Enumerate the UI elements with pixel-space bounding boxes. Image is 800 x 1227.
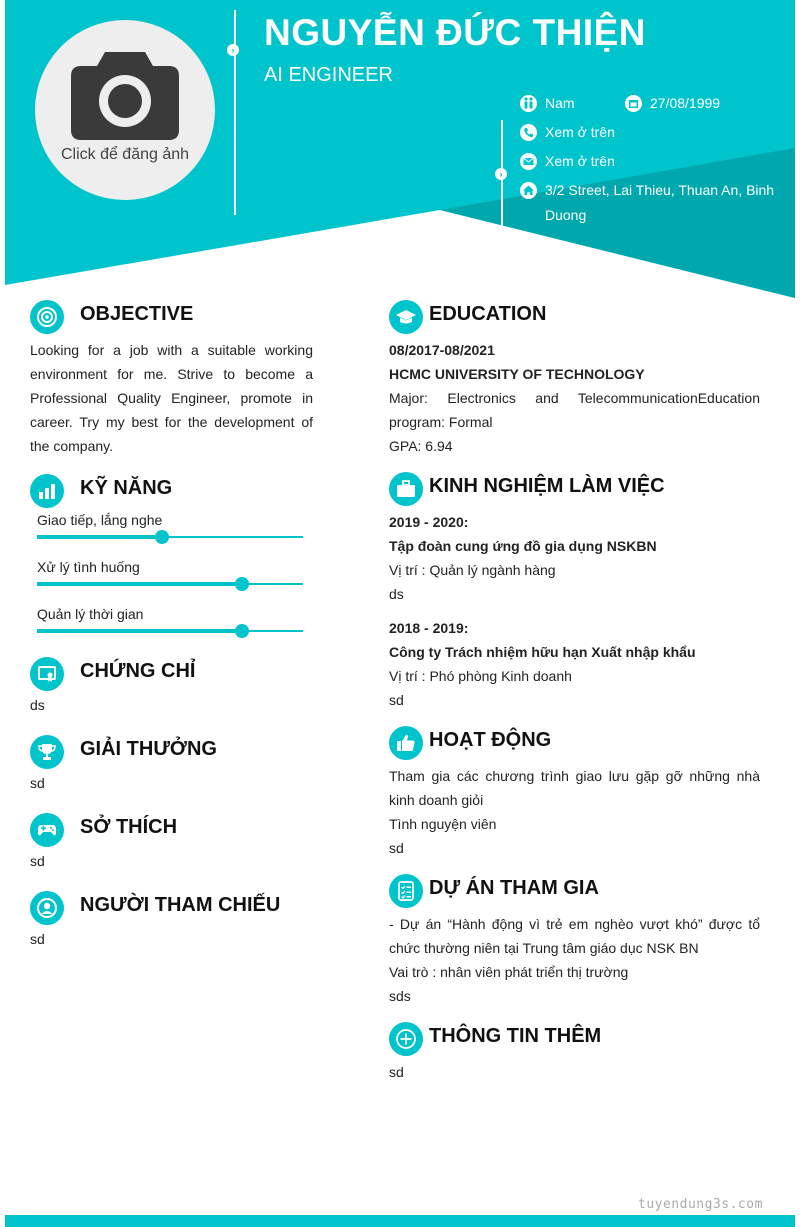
awards-title: GIẢI THƯỞNG — [80, 738, 217, 760]
more-info-text: sd — [389, 1064, 404, 1080]
experience-desc: sd — [389, 692, 404, 708]
skills-section — [30, 472, 313, 651]
experience-company: Công ty Trách nhiệm hữu hạn Xuất nhập khẩu — [389, 644, 696, 660]
thumbs-up-icon — [389, 726, 423, 760]
gender-icon — [520, 95, 537, 112]
skills-title: KỸ NĂNG — [80, 477, 173, 499]
projects-role: Vai trò : nhân viên phát triển thị trường — [389, 964, 629, 980]
experience-item — [389, 510, 760, 606]
experience-position: Vị trí : Phó phòng Kinh doanh — [389, 668, 572, 684]
activities-text: Tham gia các chương trình giao lưu gặp gỡ những nhà kinh doanh giỏi — [389, 768, 760, 808]
skill-label: Xử lý tình huống — [37, 559, 140, 575]
bar-chart-icon — [30, 474, 64, 508]
experience-position: Vị trí : Quản lý ngành hàng — [389, 562, 556, 578]
skill-item — [30, 557, 313, 604]
skill-label: Giao tiếp, lắng nghe — [37, 512, 163, 528]
experience-section — [389, 470, 760, 712]
right-column — [389, 298, 760, 1084]
left-column — [30, 298, 313, 951]
avatar-upload[interactable] — [35, 20, 215, 200]
chevron-right-icon: › — [495, 168, 507, 180]
candidate-name: NGUYỄN ĐỨC THIỆN — [264, 12, 646, 53]
user-icon — [30, 891, 64, 925]
birthday-value: 27/08/1999 — [650, 95, 721, 111]
experience-desc: ds — [389, 586, 404, 602]
calendar-icon — [625, 95, 642, 112]
references-section — [30, 889, 313, 951]
objective-text: Looking for a job with a suitable working environment for me. Strive to become a Professional Quality Engineer, promote in career. Try my best for the development of the company. — [30, 342, 313, 454]
watermark: tuyendung3s.com — [638, 1197, 763, 1212]
education-title: EDUCATION — [429, 303, 547, 325]
certificates-text: ds — [30, 697, 45, 713]
gender-value: Nam — [545, 95, 575, 111]
certificates-title: CHỨNG CHỈ — [80, 660, 196, 682]
target-icon — [30, 300, 64, 334]
gamepad-icon — [30, 813, 64, 847]
phone-value: Xem ở trên — [545, 124, 615, 140]
experience-company: Tập đoàn cung ứng đồ gia dụng NSKBN — [389, 538, 657, 554]
activities-section — [389, 724, 760, 860]
skill-level-fill — [37, 582, 242, 586]
skills-list — [30, 510, 313, 651]
awards-text: sd — [30, 775, 45, 791]
briefcase-icon — [389, 472, 423, 506]
experience-period: 2018 - 2019: — [389, 620, 469, 636]
projects-section — [389, 872, 760, 1008]
certificate-icon — [30, 657, 64, 691]
cv-header — [5, 0, 795, 300]
email-value: Xem ở trên — [545, 153, 615, 169]
activities-title: HOẠT ĐỘNG — [429, 729, 552, 751]
skill-item — [30, 510, 313, 557]
skill-slider-knob[interactable] — [235, 577, 249, 591]
skill-level-fill — [37, 535, 162, 539]
education-period: 08/2017-08/2021 — [389, 342, 495, 358]
references-text: sd — [30, 931, 45, 947]
experience-title: KINH NGHIỆM LÀM VIỆC — [429, 475, 665, 497]
certificates-section — [30, 655, 313, 717]
experience-item — [389, 616, 760, 712]
experience-period: 2019 - 2020: — [389, 514, 469, 530]
avatar-upload-label: Click để đăng ảnh — [60, 146, 190, 163]
references-title: NGƯỜI THAM CHIẾU — [80, 894, 281, 916]
plus-circle-icon — [389, 1022, 423, 1056]
activities-role: Tình nguyện viên — [389, 816, 497, 832]
awards-section — [30, 733, 313, 795]
more-info-title: THÔNG TIN THÊM — [429, 1025, 602, 1047]
chevron-right-icon: › — [227, 44, 239, 56]
hobbies-text: sd — [30, 853, 45, 869]
skill-level-fill — [37, 629, 242, 633]
skill-item — [30, 604, 313, 651]
projects-title: DỰ ÁN THAM GIA — [429, 877, 599, 899]
more-info-section — [389, 1020, 760, 1084]
home-icon — [520, 182, 537, 199]
education-section — [389, 298, 760, 458]
activities-desc: sd — [389, 840, 404, 856]
objective-section — [30, 298, 313, 458]
education-gpa: GPA: 6.94 — [389, 438, 453, 454]
education-school: HCMC UNIVERSITY OF TECHNOLOGY — [389, 366, 645, 382]
projects-desc: sds — [389, 988, 411, 1004]
skill-label: Quản lý thời gian — [37, 606, 144, 622]
hobbies-title: SỞ THÍCH — [80, 816, 178, 838]
hobbies-section — [30, 811, 313, 873]
address-value: 3/2 Street, Lai Thieu, Thuan An, Binh Duong — [545, 182, 775, 223]
divider — [234, 10, 236, 215]
trophy-icon — [30, 735, 64, 769]
skill-slider-knob[interactable] — [155, 530, 169, 544]
footer-bar — [5, 1215, 795, 1227]
checklist-icon — [389, 874, 423, 908]
email-icon — [520, 153, 537, 170]
projects-text: - Dự án “Hành động vì trẻ em nghèo vượt khó” được tổ chức thường niên tại Trung tâm giáo dục NSK BN — [389, 916, 760, 956]
job-title: AI ENGINEER — [264, 64, 393, 86]
objective-title: OBJECTIVE — [80, 303, 194, 325]
graduation-cap-icon — [389, 300, 423, 334]
education-details: Major: Electronics and TelecommunicationEducation program: Formal — [389, 390, 760, 430]
camera-icon — [71, 48, 179, 140]
skill-slider-knob[interactable] — [235, 624, 249, 638]
phone-icon — [520, 124, 537, 141]
